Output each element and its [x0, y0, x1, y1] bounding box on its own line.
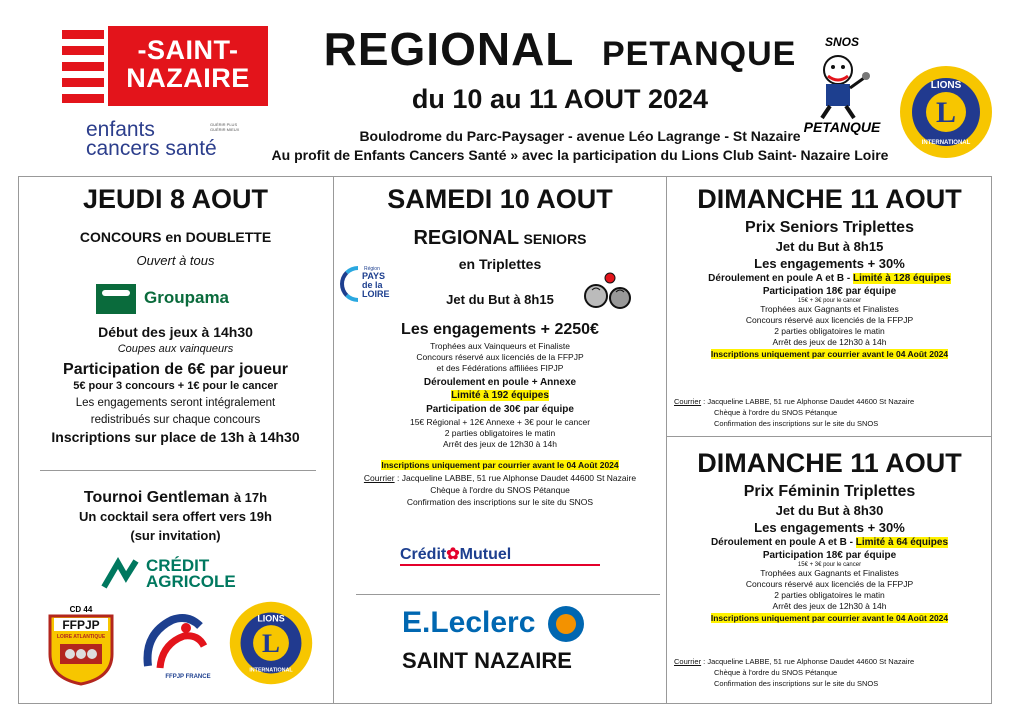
snos-petanque-logo — [798, 32, 886, 136]
col3a-detail: 15€ + 3€ pour le cancer — [797, 298, 862, 304]
col3b-detail: 15€ + 3€ pour le cancer — [797, 562, 862, 568]
col3b-jet: Jet du But à 8h30 — [775, 503, 884, 518]
col1-start: Début des jeux à 14h30 — [98, 324, 253, 340]
col3a-courrier: : Jacqueline LABBE, 51 rue Alphonse Daudet 44600 St Nazaire — [701, 397, 915, 406]
groupama-logo — [96, 284, 246, 314]
leclerc-city: SAINT NAZAIRE — [402, 648, 572, 673]
gentleman-invitation: (sur invitation) — [130, 528, 221, 543]
ffpjp-top: CD 44 — [69, 605, 93, 614]
event-dates: du 10 au 11 AOUT 2024 — [411, 84, 709, 114]
snos-logo-bottom: PETANQUE — [803, 119, 881, 135]
col2-confirmation: Confirmation des inscriptions sur le site du SNOS — [406, 497, 594, 507]
credit-agricole-name: CRÉDIT AGRICOLE — [146, 556, 236, 591]
col3a-confirmation: Confirmation des inscriptions sur le site du SNOS — [714, 419, 879, 428]
col3a-inscriptions: Inscriptions uniquement par courrier avant le 04 Août 2024 — [710, 349, 949, 359]
col3a-limit: Limité à 128 équipes — [853, 273, 951, 284]
col2-regional: REGIONAL — [413, 227, 520, 249]
pays-region: Région — [364, 266, 380, 272]
ffpjp-cd44-logo — [46, 604, 116, 686]
ecs-tagline: GUÉRIR PLUS GUÉRIR MIEUX — [210, 122, 240, 132]
lions-club-logo — [898, 64, 994, 160]
col2-detail: 15€ Régional + 12€ Annexe + 3€ pour le cancer — [409, 417, 591, 427]
col3b-cheque: Chèque à l'ordre du SNOS Pétanque — [714, 668, 838, 677]
ffpjp-sub: LOIRE ATLANTIQUE — [56, 634, 106, 640]
credit-agricole-logo — [100, 556, 250, 592]
col3b-courrier: : Jacqueline LABBE, 51 rue Alphonse Daudet 44600 St Nazaire — [701, 657, 915, 666]
col1-gentleman — [18, 488, 333, 545]
venue: Boulodrome du Parc-Paysager - avenue Léo Lagrange - St Nazaire — [359, 128, 801, 144]
col2-limit: Limité à 192 équipes — [451, 390, 549, 401]
ecs-logo-line1: enfants — [86, 118, 155, 141]
col1-participation: Participation de 6€ par joueur — [63, 361, 288, 378]
svg-text:L: L — [262, 627, 280, 658]
col1-separator — [40, 470, 316, 471]
col2-cheque: Chèque à l'ordre du SNOS Pétanque — [430, 485, 570, 495]
enfants-cancers-sante-logo — [86, 120, 246, 170]
leclerc-name: E.Leclerc — [402, 606, 536, 639]
gentleman-time: à 17h — [233, 490, 268, 505]
col3b-title: DIMANCHE 11 AOUT — [697, 448, 962, 478]
col2-courrier-label: Courrier — [363, 473, 395, 483]
col1-cups: Coupes aux vainqueurs — [117, 343, 234, 355]
gentleman-title: Tournoi Gentleman — [83, 489, 230, 506]
lions-col1-top: LIONS — [257, 613, 285, 624]
lions-col1-bottom: INTERNATIONAL — [249, 667, 293, 674]
lions-logo-col1 — [228, 600, 314, 686]
svg-text:L: L — [935, 96, 957, 129]
col1-details — [18, 324, 333, 446]
col3b-confirmation: Confirmation des inscriptions sur le site du SNOS — [714, 679, 879, 688]
col2-jet: Jet du But à 8h15 — [446, 292, 554, 307]
col-thursday — [18, 184, 333, 268]
snos-logo-top: SNOS — [824, 35, 860, 49]
col-sunday-seniors — [667, 184, 992, 359]
col3a-engagements: Les engagements + 30% — [754, 256, 905, 271]
col3b-reserved: Concours réservé aux licenciés de la FFPJP — [745, 579, 914, 589]
col3a-matches: 2 parties obligatoires le matin — [774, 326, 885, 336]
col3b-courrier-block — [674, 656, 984, 689]
credit-mutuel-b: Mutuel — [459, 546, 512, 563]
gentleman-cocktail: Un cocktail sera offert vers 19h — [79, 509, 272, 524]
col1-redistribution1: Les engagements seront intégralement — [75, 397, 276, 409]
event-title — [300, 22, 820, 115]
col2-trophies: Trophées aux Vainqueurs et Finaliste — [430, 341, 570, 351]
col3a-cheque: Chèque à l'ordre du SNOS Pétanque — [714, 408, 838, 417]
lions-logo-top: LIONS — [930, 80, 962, 91]
col3a-stop: Arrêt des jeux de 12h30 à 14h — [772, 337, 887, 347]
col3a-prix: Prix Seniors Triplettes — [745, 219, 914, 236]
col3b-limit: Limité à 64 équipes — [855, 537, 949, 548]
col3a-reserved: Concours réservé aux licenciés de la FFPJP — [745, 315, 914, 325]
col2-poule: Déroulement en poule + Annexe — [423, 377, 577, 388]
credit-mutuel-a: Crédit — [400, 546, 447, 563]
ffpjp-name: FFPJP — [62, 618, 100, 632]
col2-inscriptions: Inscriptions uniquement par courrier avant le 04 Août 2024 — [381, 460, 619, 470]
ffpjp-france-logo — [138, 606, 218, 686]
col3b-courrier-label: Courrier — [674, 657, 702, 666]
col3b-trophies: Trophées aux Gagnants et Finalistes — [760, 568, 899, 578]
col3a-trophies: Trophées aux Gagnants et Finalistes — [760, 304, 899, 314]
col2-reserved1: Concours réservé aux licenciés de la FFPJP — [416, 352, 584, 362]
col2-title: SAMEDI 10 AOUT — [387, 184, 613, 214]
col1-open: Ouvert à tous — [136, 253, 215, 268]
pays-name: PAYS de la LOIRE — [362, 271, 390, 299]
col3a-title: DIMANCHE 11 AOUT — [697, 184, 962, 214]
col3b-stop: Arrêt des jeux de 12h30 à 14h — [772, 601, 887, 611]
col2-separator — [356, 594, 660, 595]
col3b-poule: Déroulement en poule A et B - — [710, 537, 856, 548]
col3b-matches: 2 parties obligatoires le matin — [774, 590, 885, 600]
col3b-prix: Prix Féminin Triplettes — [743, 483, 916, 500]
title-main: REGIONAL — [323, 23, 575, 75]
col3b-inscriptions: Inscriptions uniquement par courrier avant le 04 Août 2024 — [710, 613, 949, 623]
col-sunday-feminin — [667, 448, 992, 623]
col1-title: JEUDI 8 AOUT — [82, 184, 269, 214]
col2-courrier: : Jacqueline LABBE, 51 rue Alphonse Daudet 44600 St Nazaire — [394, 473, 637, 483]
col2-details — [334, 292, 666, 508]
col1-redistribution2: redistribués sur chaque concours — [90, 414, 261, 426]
col3a-courrier-label: Courrier — [674, 397, 702, 406]
col2-participation: Participation de 30€ par équipe — [426, 404, 574, 415]
col2-matches: 2 parties obligatoires le matin — [444, 428, 556, 438]
col-saturday — [334, 184, 666, 272]
title-sub: PETANQUE — [601, 35, 797, 73]
col1-detail: 5€ pour 3 concours + 1€ pour le cancer — [73, 380, 278, 392]
col2-triplettes: en Triplettes — [458, 256, 542, 272]
saint-nazaire-logo: -SAINT- NAZAIRE — [108, 26, 268, 106]
col2-stop: Arrêt des jeux de 12h30 à 14h — [443, 439, 557, 449]
col2-engagements: Les engagements + 2250€ — [401, 321, 599, 338]
benefit: Au profit de Enfants Cancers Santé » avec la participation du Lions Club Saint- Nazaire Loire — [271, 147, 889, 163]
col3-separator — [667, 436, 992, 437]
col1-contest: CONCOURS en DOUBLETTE — [79, 229, 272, 245]
france-logo-text: FFPJP FRANCE — [165, 674, 211, 680]
col3b-participation: Participation 18€ par équipe — [762, 550, 897, 561]
col1-registration: Inscriptions sur place de 13h à 14h30 — [51, 429, 300, 445]
col2-seniors: SENIORS — [523, 231, 587, 247]
credit-mutuel-logo: Crédit✿Mutuel — [400, 544, 600, 566]
col2-reserved2: et des Fédérations affiliées FIPJP — [436, 363, 564, 373]
col3a-jet: Jet du But à 8h15 — [775, 239, 884, 254]
col3b-engagements: Les engagements + 30% — [754, 520, 905, 535]
col3a-poule: Déroulement en poule A et B - — [708, 273, 853, 284]
col3a-courrier-block — [674, 396, 984, 429]
groupama-name: Groupama — [144, 288, 230, 307]
ecs-logo-line2: cancers santé — [86, 137, 217, 160]
lions-logo-bottom: INTERNATIONAL — [921, 140, 971, 146]
leclerc-logo — [394, 602, 594, 682]
col3a-participation: Participation 18€ par équipe — [762, 286, 897, 297]
